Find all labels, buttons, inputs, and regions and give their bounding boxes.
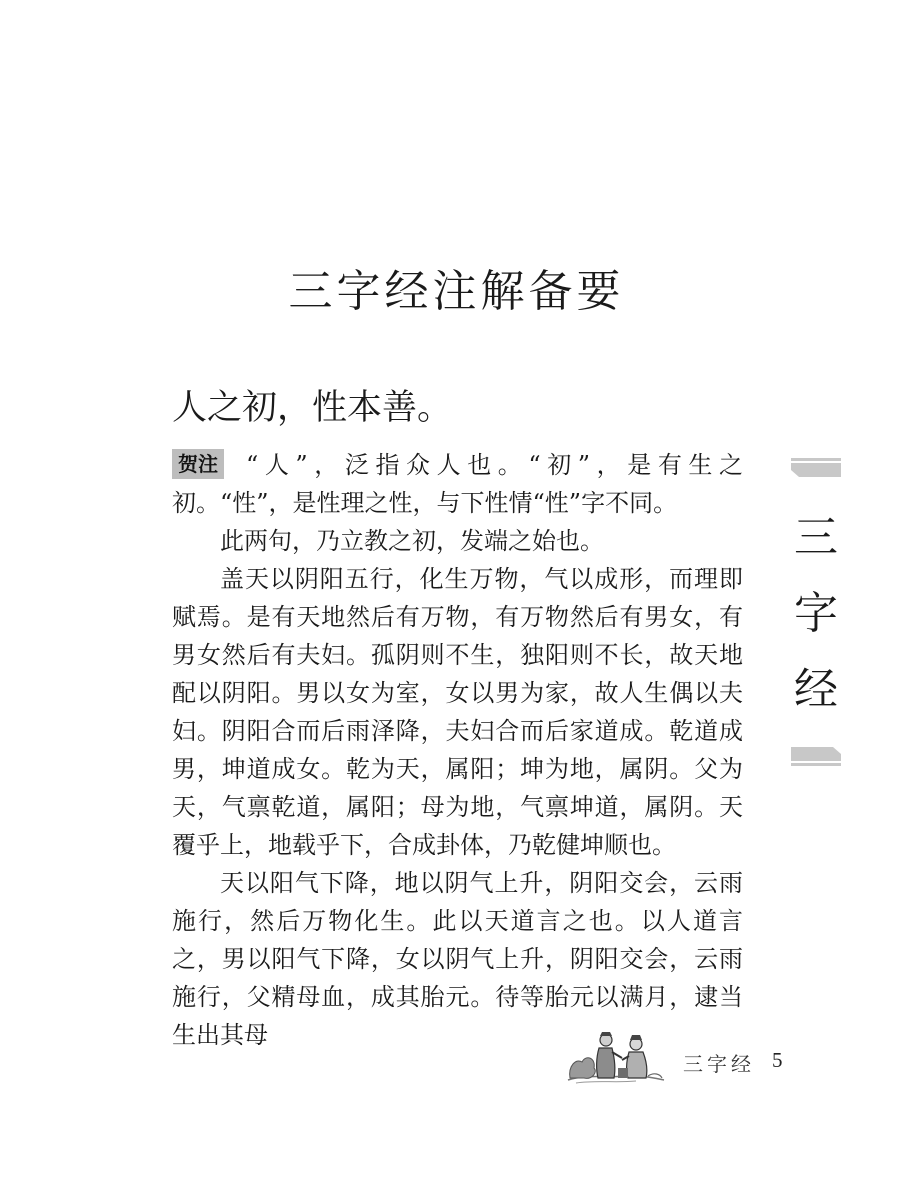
commentary-paragraph: 此两句，乃立教之初，发端之始也。	[220, 527, 604, 555]
commentary-paragraph: 天以阳气下降，地以阴气上升，阴阳交会，云雨施行，然后万物化生。此以天道言之也。以人道言之，男以阳气下降，女以阴气上升，阴阳交会，云雨施行，父精母血，成其胎元。待等胎元以满月，逮当生出其母	[172, 869, 743, 1049]
note-label: 贺注	[172, 449, 224, 479]
paragraph-text: “人”，泛指众人也。“初”，是有生之初。“性”，是性理之性，与下性情“性”字不同。	[172, 451, 743, 517]
footer-book-title: 三字经	[683, 1052, 755, 1076]
side-tab-chars	[791, 500, 841, 728]
figures-illustration	[566, 1028, 666, 1086]
side-tab-char: 三	[794, 512, 838, 563]
tab-bracket-bottom	[791, 746, 841, 766]
side-tab-char: 经	[794, 664, 838, 715]
verse-heading: 人之初，性本善。	[172, 388, 453, 428]
side-tab-char: 字	[794, 588, 838, 639]
page-title: 三字经注解备要	[288, 266, 625, 317]
page-number: 5	[772, 1048, 783, 1072]
commentary-paragraph: 盖天以阴阳五行，化生万物，气以成形，而理即赋焉。是有天地然后有万物，有万物然后有男女，有男女然后有夫妇。孤阴则不生，独阳则不长，故天地配以阴阳。男以女为室，女以男为家，故人生偶以夫妇。阴阳合而后雨泽降，夫妇合而后家道成。乾道成男，坤道成女。乾为天，属阳；坤为地，属阴。父为天，气禀乾道，属阳；母为地，气禀坤道，属阴。天覆乎上，地载乎下，合成卦体，乃乾健坤顺也。	[172, 565, 743, 859]
commentary-body	[172, 446, 743, 1054]
commentary-paragraph	[172, 446, 743, 522]
tab-bracket-top	[791, 458, 841, 478]
page-footer	[560, 1028, 800, 1088]
section-side-tab	[791, 458, 841, 766]
